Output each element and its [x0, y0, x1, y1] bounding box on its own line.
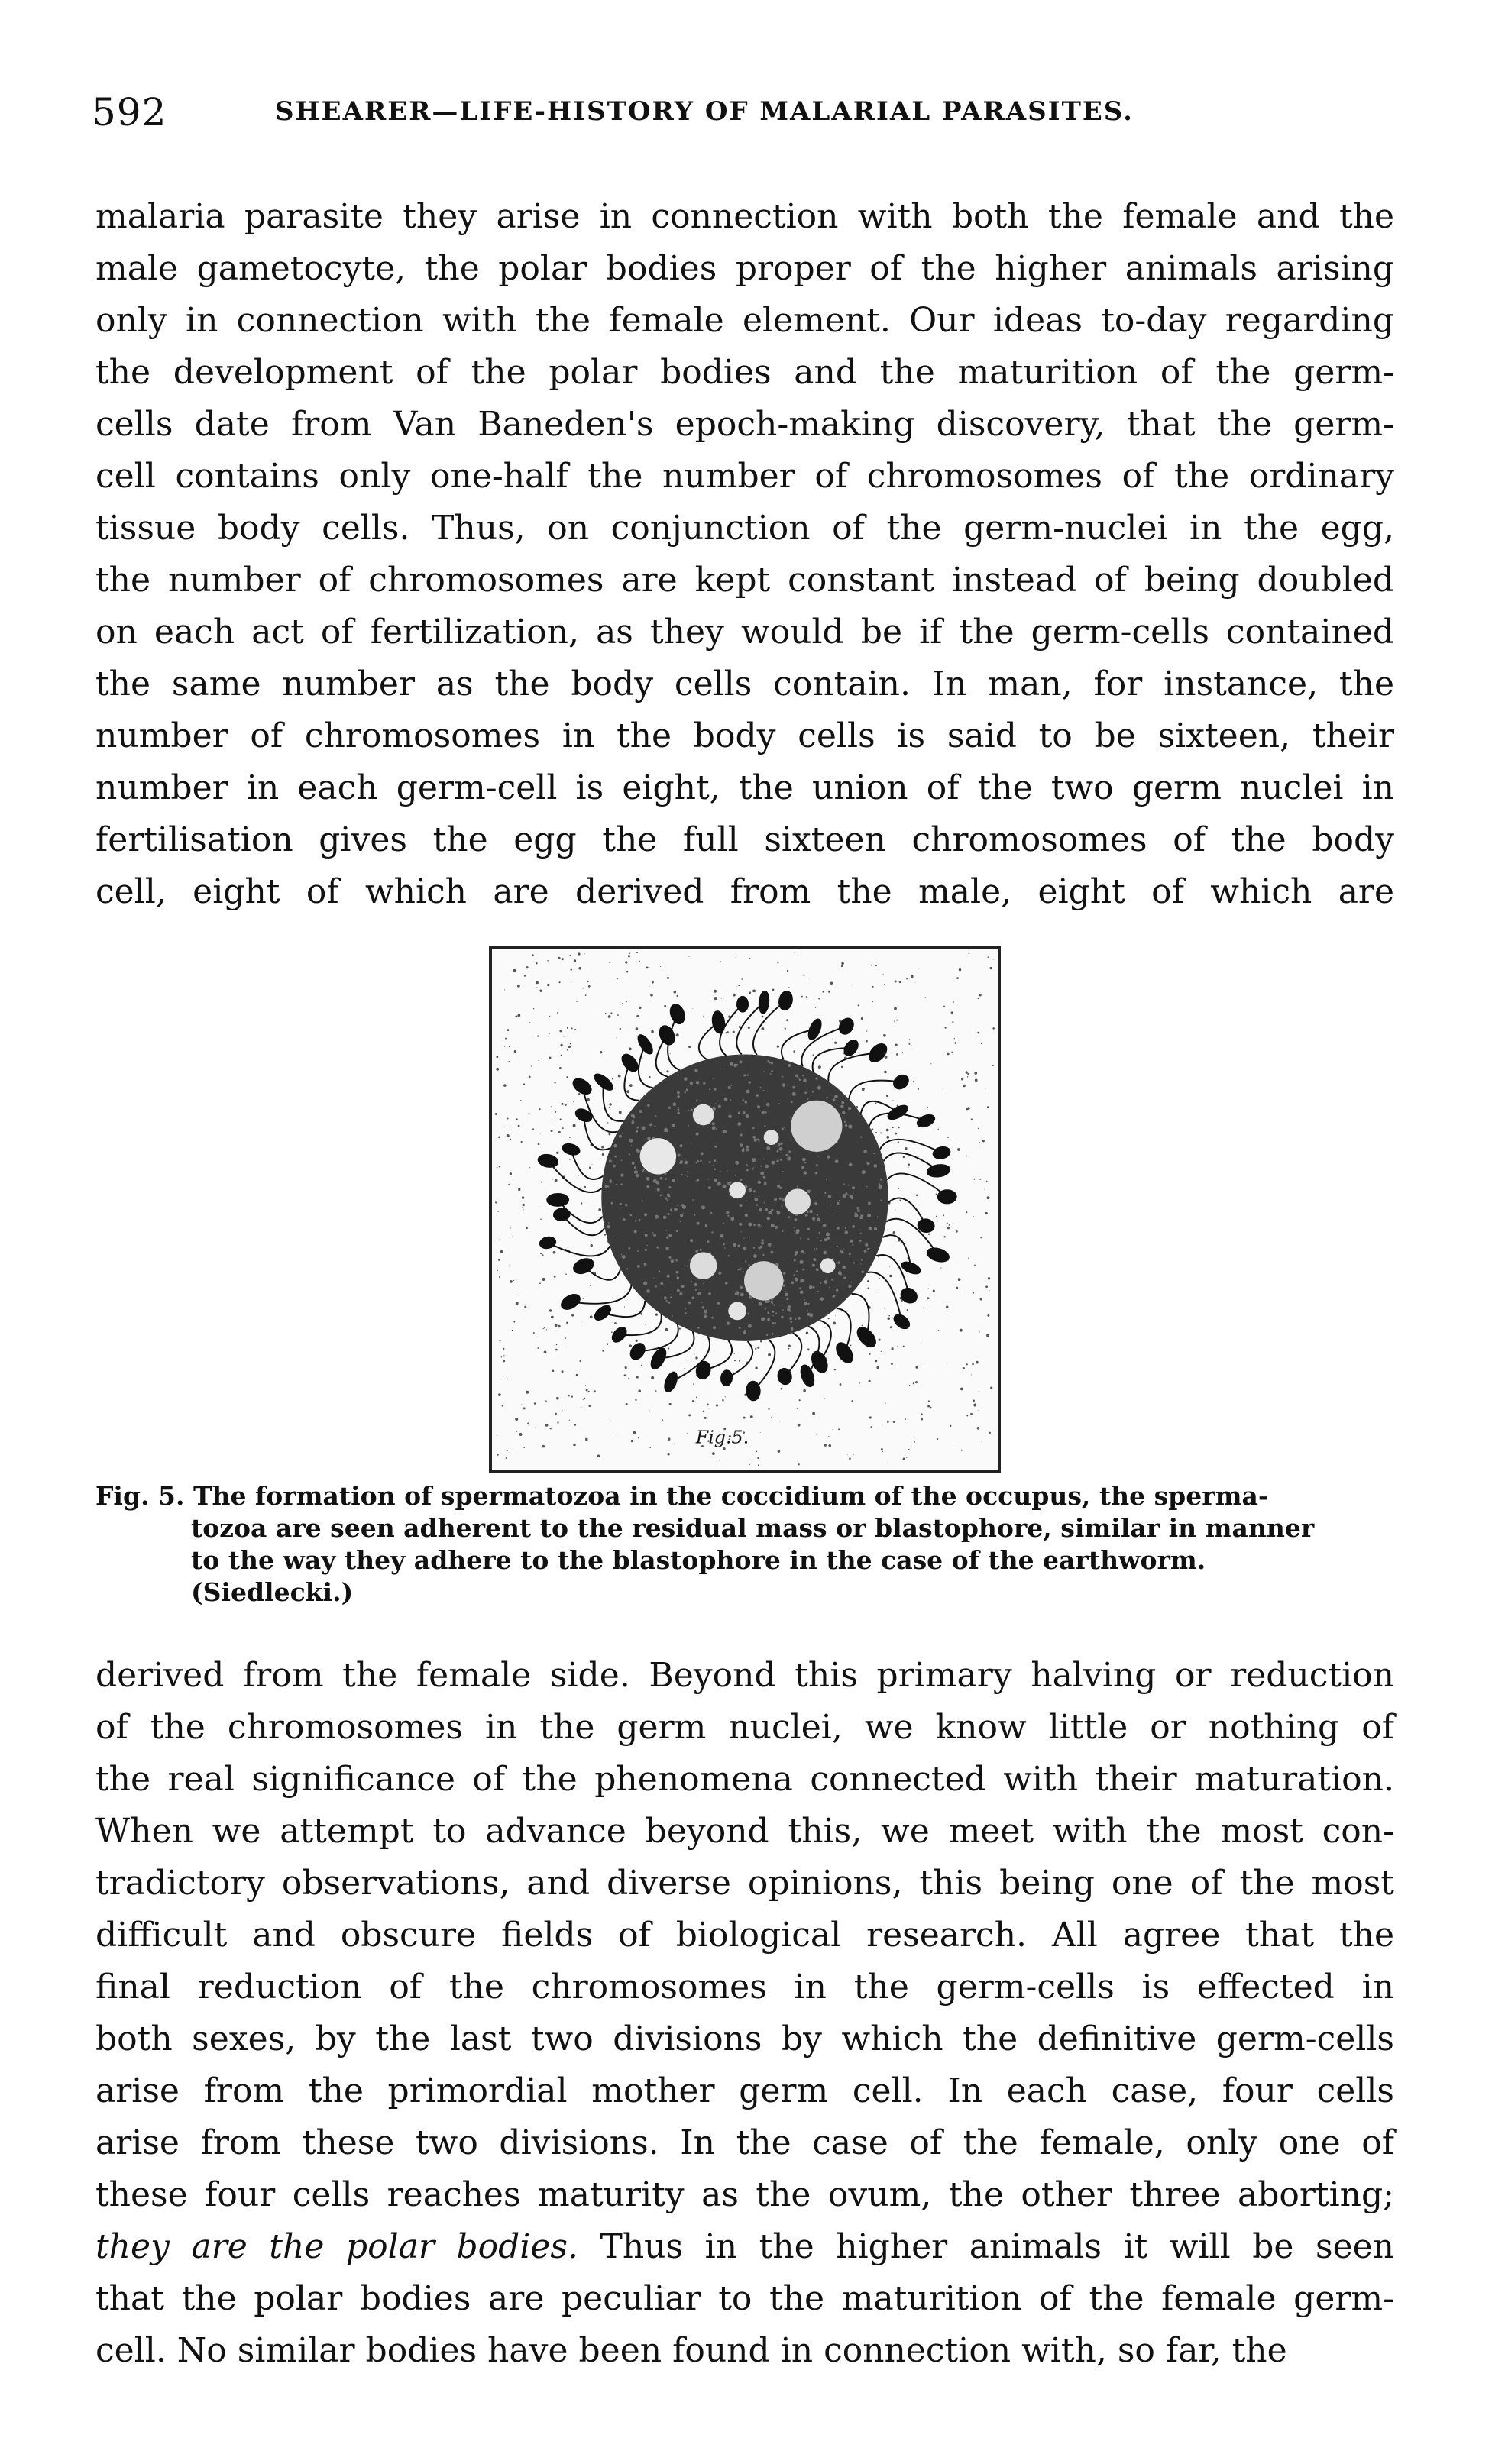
spermatozoon-head — [866, 1041, 890, 1065]
spermatozoon-head — [574, 1107, 594, 1124]
spermatozoon-head — [662, 1370, 679, 1393]
residual-mass — [601, 1054, 888, 1340]
vacuole — [690, 1252, 717, 1279]
text-line: these four cells reaches maturity as the ovum, the other three aborting; — [95, 2175, 1394, 2214]
spermatozoon-head — [932, 1146, 951, 1160]
spermatozoon-head — [916, 1113, 937, 1129]
text-line: cell contains only one-half the number of chromosomes of the ordinary — [95, 457, 1394, 496]
vacuole — [728, 1302, 746, 1321]
caption-label: Fig. 5. — [95, 1481, 185, 1511]
text-line: tradictory observations, and diverse opinions, this being one of the most — [95, 1864, 1394, 1903]
text-line: malaria parasite they arise in connection with both the female and the — [95, 197, 1394, 236]
spermatozoon-head — [746, 1381, 760, 1400]
text-line: the development of the polar bodies and the maturition of the germ- — [95, 353, 1394, 392]
spermatozoon-head — [892, 1312, 911, 1331]
text-line: number of chromosomes in the body cells is said to be sixteen, their — [95, 716, 1394, 755]
vacuole — [729, 1182, 746, 1198]
spermatozoon-head — [668, 1003, 687, 1026]
text-fragment: Thus in the higher animals it will be seen — [578, 2227, 1394, 2266]
spermatozoon-head — [537, 1153, 558, 1169]
spermatozoon-head — [571, 1076, 594, 1098]
caption-line: tozoa are seen adherent to the residual mass or blastophore, similar in manner — [191, 1513, 1315, 1543]
text-line: number in each germ-cell is eight, the union of the two germ nuclei in — [95, 768, 1394, 807]
vacuole — [785, 1188, 811, 1214]
vacuole — [640, 1138, 676, 1174]
spermatozoon-head — [892, 1072, 911, 1091]
spermatozoon-head — [695, 1360, 712, 1380]
spermatozoon-head — [938, 1190, 956, 1203]
body-text-bottom — [95, 1650, 1394, 2377]
spermatozoon-head — [737, 997, 748, 1012]
text-line: the same number as the body cells contain. In man, for instance, the — [95, 665, 1394, 703]
vacuole — [820, 1258, 836, 1273]
spermatozoon-head — [809, 1350, 830, 1375]
page-number: 592 — [92, 90, 167, 134]
text-line: both sexes, by the last two divisions by which the definitive germ-cells — [95, 2019, 1394, 2058]
spermatozoon-head — [759, 991, 770, 1014]
body-text-top — [95, 191, 1394, 918]
text-line: only in connection with the female element. Our ideas to-day regarding — [95, 301, 1394, 340]
spermatozoon-head — [593, 1303, 613, 1322]
spermatozoon-head — [926, 1246, 950, 1263]
spermatozoon-head — [628, 1341, 648, 1362]
spermatozoon-head — [620, 1052, 641, 1074]
caption-line: to the way they adhere to the blastophore in the case of the earthworm. — [191, 1545, 1206, 1575]
spermatozoon-head — [610, 1325, 629, 1344]
spermatozoon-head — [778, 991, 794, 1011]
text-line: When we attempt to advance beyond this, we meet with the most con- — [95, 1812, 1394, 1851]
spermatozoon-tail — [880, 1140, 942, 1153]
text-line: difficult and obscure fields of biological research. All agree that the — [95, 1916, 1394, 1955]
text-line: the real significance of the phenomena connected with their maturation. — [95, 1760, 1394, 1799]
figure-inset-label: Fig.5. — [695, 1426, 749, 1448]
text-line: tissue body cells. Thus, on conjunction of the germ-nuclei in the egg, — [95, 509, 1394, 548]
text-line: cell. No similar bodies have been found in connection with, so far, the — [95, 2331, 1287, 2370]
text-line: arise from the primordial mother germ cell. In each case, four cells — [95, 2071, 1394, 2110]
spermatozoon-head — [562, 1143, 581, 1156]
text-line: the number of chromosomes are kept constant instead of being doubled — [95, 561, 1394, 600]
text-line: derived from the female side. Beyond this primary halving or reduction — [95, 1656, 1394, 1695]
text-line: final reduction of the chromosomes in the germ-cells is effected in — [95, 1968, 1394, 2006]
spermatozoon-head — [559, 1292, 582, 1312]
text-line: on each act of fertilization, as they would be if the germ-cells contained — [95, 613, 1394, 652]
figure-illustration — [489, 946, 1001, 1473]
spermatozoon-head — [842, 1038, 860, 1058]
spermatozoon-head — [918, 1218, 935, 1234]
figure-caption — [95, 1480, 1394, 1609]
text-line: cell, eight of which are derived from the male, eight of which are — [95, 872, 1394, 911]
text-line — [95, 2221, 1394, 2273]
spermatozoon-head — [833, 1340, 856, 1366]
vacuole — [744, 1261, 783, 1300]
spermatozoon-tail — [867, 1272, 901, 1322]
spermatozoon-tail — [548, 1243, 610, 1256]
spermatozoon-head — [547, 1194, 568, 1206]
spermatozoon-tail — [720, 1004, 743, 1056]
text-line: that the polar bodies are peculiar to the maturition of the female germ- — [95, 2279, 1394, 2318]
italic-phrase: they are the polar bodies. — [95, 2227, 578, 2266]
spermatozoon-head — [837, 1016, 856, 1036]
caption-line: The formation of spermatozoa in the coccidium of the occupus, the sperma- — [193, 1481, 1269, 1511]
spermatozoon-head — [720, 1370, 733, 1386]
spermatozoon-head — [798, 1363, 816, 1388]
caption-line: (Siedlecki.) — [191, 1577, 354, 1607]
text-line: male gametocyte, the polar bodies proper of the higher animals arising — [95, 249, 1394, 288]
spermatozoon-head — [898, 1285, 919, 1305]
spermatozoon-head — [636, 1033, 655, 1056]
spermatozoon-head — [900, 1260, 921, 1276]
vacuole — [693, 1104, 714, 1126]
spermatozoon-head — [854, 1324, 879, 1350]
text-line: cells date from Van Baneden's epoch-making discovery, that the germ- — [95, 405, 1394, 444]
page-header — [92, 90, 1390, 144]
running-head: SHEARER—LIFE-HISTORY OF MALARIAL PARASITES. — [275, 96, 1134, 127]
text-line: fertilisation gives the egg the full sixteen chromosomes of the body — [95, 820, 1394, 859]
vacuole — [791, 1101, 842, 1152]
text-line: arise from these two divisions. In the case of the female, only one of — [95, 2123, 1394, 2162]
text-line: of the chromosomes in the germ nuclei, we know little or nothing of — [95, 1708, 1394, 1747]
vacuole — [764, 1130, 779, 1145]
spermatozoon-head — [657, 1023, 678, 1046]
coccidium-drawing — [492, 949, 998, 1470]
spermatozoon-head — [539, 1236, 556, 1250]
